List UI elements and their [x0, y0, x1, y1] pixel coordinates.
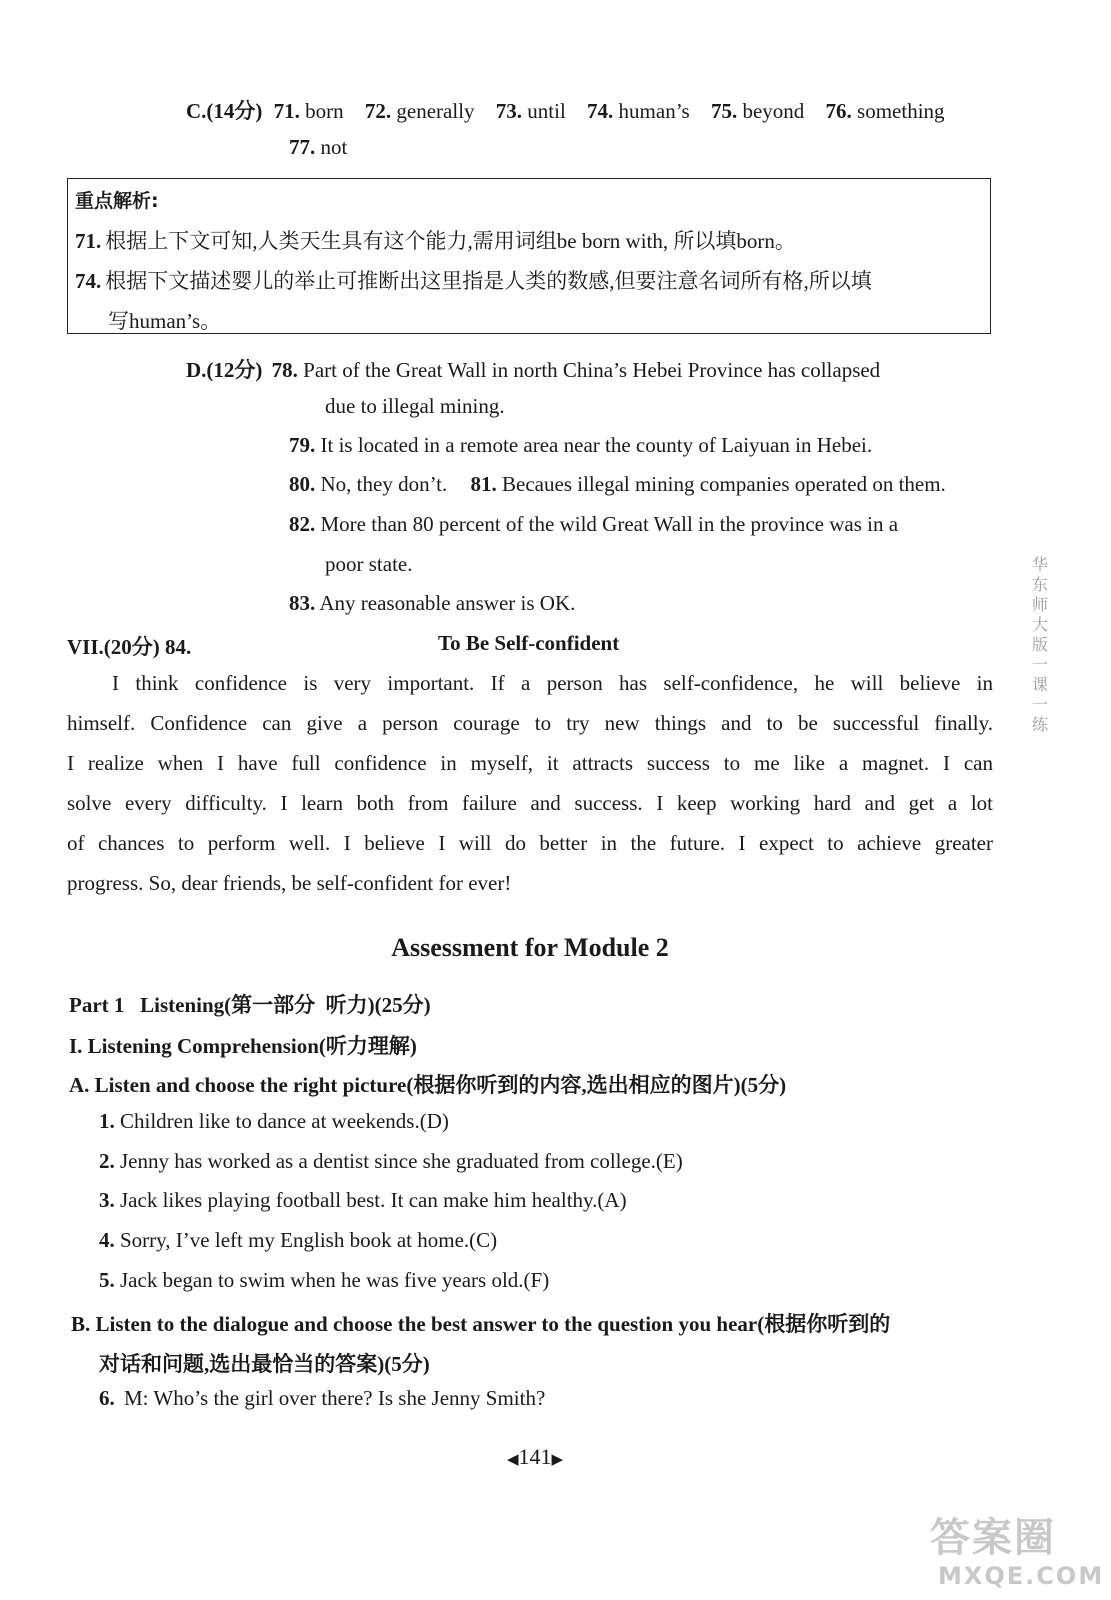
- key-analysis-num: 74.: [75, 269, 102, 293]
- answer-num: 80.: [289, 472, 316, 496]
- answer-num: 75.: [710, 99, 738, 123]
- answer-num: 74.: [587, 99, 614, 123]
- answer-text: generally: [396, 99, 475, 123]
- answer-text: beyond: [742, 99, 805, 123]
- answer-text-cont: due to illegal mining.: [325, 394, 505, 418]
- answer-text: No, they don’t.: [320, 472, 448, 496]
- answer-num: 76.: [825, 99, 852, 123]
- item-num: 6.: [99, 1386, 115, 1410]
- section-c-line1: [186, 95, 945, 125]
- listening-item: [99, 1268, 549, 1293]
- page-number: [0, 1444, 1070, 1470]
- answer-num: 71.: [273, 99, 300, 123]
- essay-title: To Be Self-confident: [438, 631, 620, 655]
- section-c-line2: [289, 135, 347, 160]
- listening-item: [99, 1149, 683, 1174]
- listening-item: [99, 1228, 497, 1253]
- section-d-q82: [289, 512, 898, 537]
- key-analysis-text: 根据下文描述婴儿的举止可推断出这里指是人类的数感,但要注意名词所有格,所以填: [105, 269, 872, 293]
- part1-heading: Part 1 Listening(第一部分 听力)(25分): [69, 993, 431, 1017]
- essay-line: progress. So, dear friends, be self-confident for ever!: [67, 871, 512, 895]
- essay-line: I realize when I have full confidence in myself, it attracts success to me like a magnet. I can: [67, 751, 993, 775]
- item-num: 2.: [99, 1149, 115, 1173]
- answer-num: 72.: [364, 99, 392, 123]
- answer-text: born: [305, 99, 344, 123]
- listening-item: [99, 1386, 545, 1411]
- item-text: Jack began to swim when he was five years old.(F): [120, 1268, 550, 1292]
- item-text: Jack likes playing football best. It can make him healthy.(A): [120, 1188, 627, 1212]
- essay-line: of chances to perform well. I believe I will do better in the future. I expect to achieve greater: [67, 831, 993, 855]
- answer-text: something: [857, 99, 945, 123]
- item-num: 5.: [99, 1268, 115, 1292]
- section-vii-label: VII.(20分) 84.: [67, 635, 192, 659]
- answer-text: Becaues illegal mining companies operated on them.: [502, 472, 946, 496]
- side-series-label: 华东师大版一课一练: [1031, 555, 1048, 734]
- key-analysis-num: 71.: [75, 229, 102, 253]
- answer-text: Any reasonable answer is OK.: [319, 591, 576, 615]
- key-analysis-text-cont: 写human’s。: [108, 309, 222, 333]
- listening-comprehension-heading: I. Listening Comprehension(听力理解): [69, 1034, 417, 1058]
- answer-text: It is located in a remote area near the county of Laiyuan in Hebei.: [320, 433, 873, 457]
- answer-num: 82.: [289, 512, 316, 536]
- answer-text-cont: poor state.: [325, 552, 413, 576]
- section-d-q83: [289, 591, 575, 616]
- section-d-q78: [186, 354, 880, 384]
- item-text: Children like to dance at weekends.(D): [120, 1109, 449, 1133]
- item-text: M: Who’s the girl over there? Is she Jenny Smith?: [124, 1386, 546, 1410]
- key-analysis-text: 根据上下文可知,人类天生具有这个能力,需用词组be born with, 所以填born。: [105, 229, 796, 253]
- essay-line: himself. Confidence can give a person courage to try new things and to be successful finally.: [67, 711, 993, 735]
- answer-text: More than 80 percent of the wild Great Wall in the province was in a: [320, 512, 899, 536]
- answer-num: 73.: [495, 99, 523, 123]
- answer-text: Part of the Great Wall in north China’s Hebei Province has collapsed: [303, 358, 881, 382]
- item-text: Sorry, I’ve left my English book at home.(C): [120, 1228, 498, 1252]
- section-c-label: C.(14分): [186, 99, 263, 123]
- section-d-q80-q81: [289, 472, 946, 497]
- answer-num: 78.: [271, 358, 298, 382]
- key-analysis-item: [75, 265, 872, 295]
- section-a-heading: A. Listen and choose the right picture(根据你听到的内容,选出相应的图片)(5分): [69, 1073, 787, 1097]
- watermark-logo: 答案圈: [930, 1515, 1056, 1561]
- essay-line: solve every difficulty. I learn both from failure and success. I keep working hard and get a lot: [67, 791, 993, 815]
- essay-line: I think confidence is very important. If a person has self-confidence, he will believe in: [112, 671, 993, 695]
- item-num: 1.: [99, 1109, 115, 1133]
- answer-text: until: [527, 99, 566, 123]
- item-num: 4.: [99, 1228, 115, 1252]
- section-d-q79: [289, 433, 872, 458]
- watermark-url: MXQE.COM: [938, 1562, 1105, 1590]
- item-num: 3.: [99, 1188, 115, 1212]
- page-number-value: 141: [518, 1444, 552, 1469]
- section-b-heading: B. Listen to the dialogue and choose the best answer to the question you hear(根据你听到的: [71, 1312, 891, 1336]
- section-b-heading-cont: 对话和问题,选出最恰当的答案)(5分): [99, 1352, 430, 1376]
- answer-num: 77.: [289, 135, 316, 159]
- page-right-arrow-icon: ▶: [551, 1452, 564, 1468]
- answer-text: human’s: [618, 99, 690, 123]
- answer-num: 81.: [470, 472, 497, 496]
- listening-item: [99, 1109, 449, 1134]
- page-left-arrow-icon: ◀: [506, 1452, 519, 1468]
- listening-item: [99, 1188, 627, 1213]
- answer-num: 79.: [289, 433, 316, 457]
- key-analysis-title: 重点解析:: [75, 190, 159, 212]
- answer-num: 83.: [289, 591, 316, 615]
- answer-text: not: [320, 135, 348, 159]
- assessment-title: Assessment for Module 2: [391, 933, 669, 962]
- section-d-label: D.(12分): [186, 358, 263, 382]
- key-analysis-item: [75, 225, 796, 255]
- item-text: Jenny has worked as a dentist since she graduated from college.(E): [120, 1149, 683, 1173]
